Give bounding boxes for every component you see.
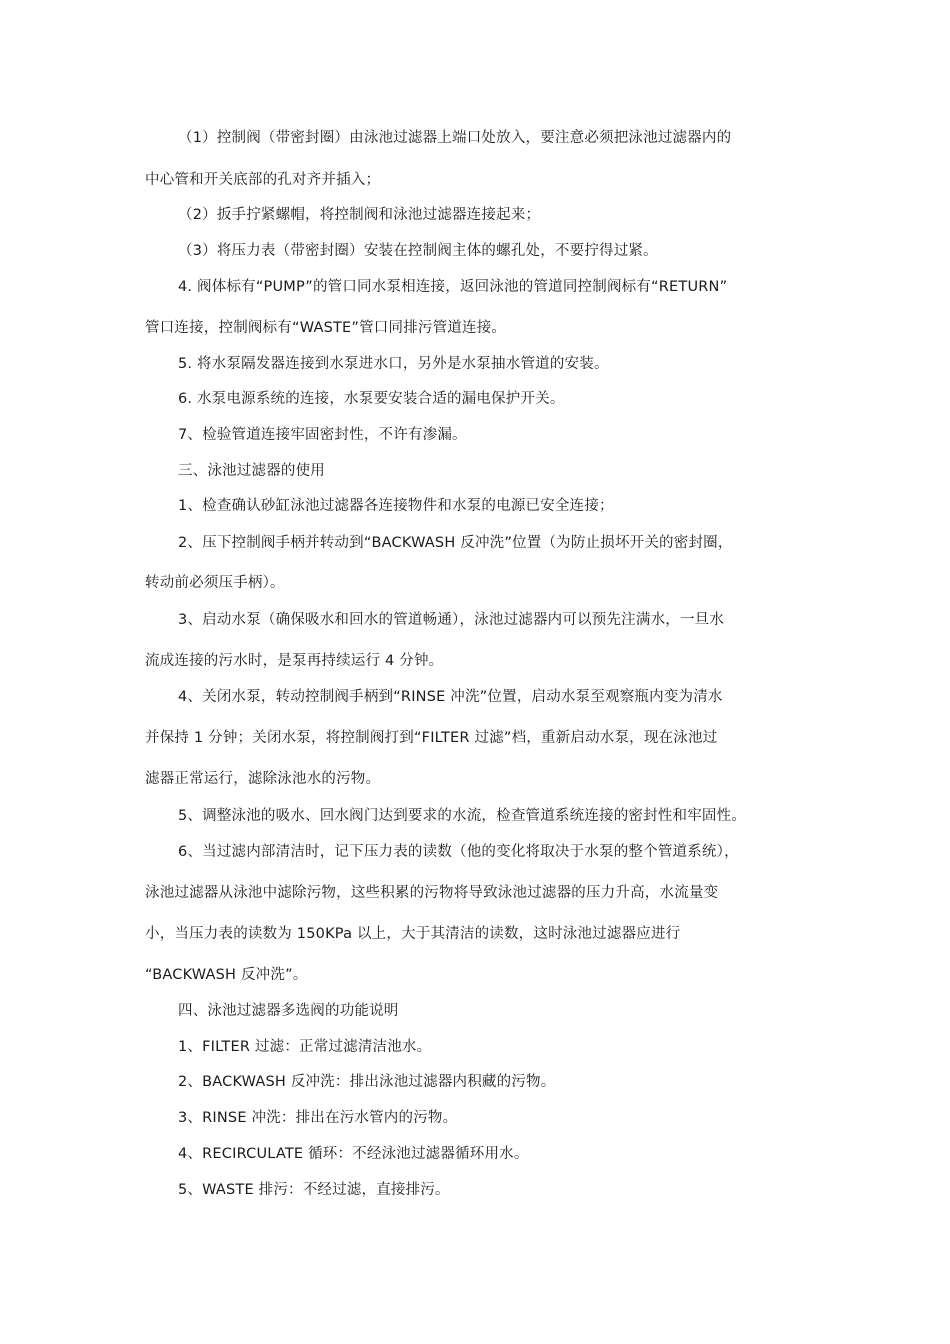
paragraph-line: 流成连接的污水时，是泵再持续运行 4 分钟。 — [145, 653, 444, 669]
paragraph-line: 4、关闭水泵，转动控制阀手柄到“RINSE 冲洗”位置，启动水泵至观察瓶内变为清水 — [178, 689, 723, 705]
paragraph-line: 5、调整泳池的吸水、回水阀门达到要求的水流，检查管道系统连接的密封性和牢固性。 — [178, 808, 747, 824]
paragraph-line: 4. 阀体标有“PUMP”的管口同水泵相连接，返回泳池的管道同控制阀标有“RETURN” — [178, 279, 728, 295]
list-item: 5、WASTE 排污：不经过滤，直接排污。 — [178, 1182, 450, 1198]
paragraph-line: （2）扳手拧紧螺帽，将控制阀和泳池过滤器连接起来； — [178, 207, 541, 223]
paragraph-line: 2、压下控制阀手柄并转动到“BACKWASH 反冲洗”位置（为防止损坏开关的密封圈， — [178, 535, 733, 551]
paragraph-line: 6. 水泵电源系统的连接，水泵要安装合适的漏电保护开关。 — [178, 391, 565, 407]
paragraph-line: 3、启动水泵（确保吸水和回水的管道畅通），泳池过滤器内可以预先注满水，一旦水 — [178, 612, 725, 628]
list-item: 2、BACKWASH 反冲洗：排出泳池过滤器内积藏的污物。 — [178, 1074, 556, 1090]
section-heading: 四、泳池过滤器多选阀的功能说明 — [178, 1003, 399, 1019]
paragraph-line: 泳池过滤器从泳池中滤除污物，这些积累的污物将导致泳池过滤器的压力升高，水流量变 — [145, 885, 719, 901]
paragraph-line: 管口连接，控制阀标有“WASTE”管口同排污管道连接。 — [145, 320, 507, 336]
paragraph-line: 滤器正常运行，滤除泳池水的污物。 — [145, 771, 381, 787]
list-item: 1、FILTER 过滤：正常过滤清洁池水。 — [178, 1039, 432, 1055]
paragraph-line: 1、检查确认砂缸泳池过滤器各连接物件和水泵的电源已安全连接； — [178, 498, 614, 514]
paragraph-line: 6、当过滤内部清洁时，记下压力表的读数（他的变化将取决于水泵的整个管道系统）， — [178, 844, 739, 860]
paragraph-line: “BACKWASH 反冲洗”。 — [145, 967, 308, 983]
paragraph-line: 中心管和开关底部的孔对齐并插入； — [145, 172, 381, 188]
paragraph-line: 转动前必须压手柄）。 — [145, 575, 285, 591]
paragraph-line: 5. 将水泵隔发器连接到水泵进水口，另外是水泵抽水管道的安装。 — [178, 356, 609, 372]
list-item: 4、RECIRCULATE 循环：不经泳池过滤器循环用水。 — [178, 1146, 529, 1162]
paragraph-line: 小，当压力表的读数为 150KPa 以上，大于其清洁的读数，这时泳池过滤器应进行 — [145, 926, 681, 942]
paragraph-line: 7、检验管道连接牢固密封性，不许有渗漏。 — [178, 427, 467, 443]
list-item: 3、RINSE 冲洗：排出在污水管内的污物。 — [178, 1110, 458, 1126]
paragraph-line: （1）控制阀（带密封圈）由泳池过滤器上端口处放入，要注意必须把泳池过滤器内的 — [178, 130, 732, 146]
paragraph-line: （3）将压力表（带密封圈）安装在控制阀主体的螺孔处，不要拧得过紧。 — [178, 243, 658, 259]
paragraph-line: 并保持 1 分钟；关闭水泵，将控制阀打到“FILTER 过滤”档，重新启动水泵，现在泳池过 — [145, 730, 718, 746]
section-heading: 三、泳池过滤器的使用 — [178, 463, 325, 479]
